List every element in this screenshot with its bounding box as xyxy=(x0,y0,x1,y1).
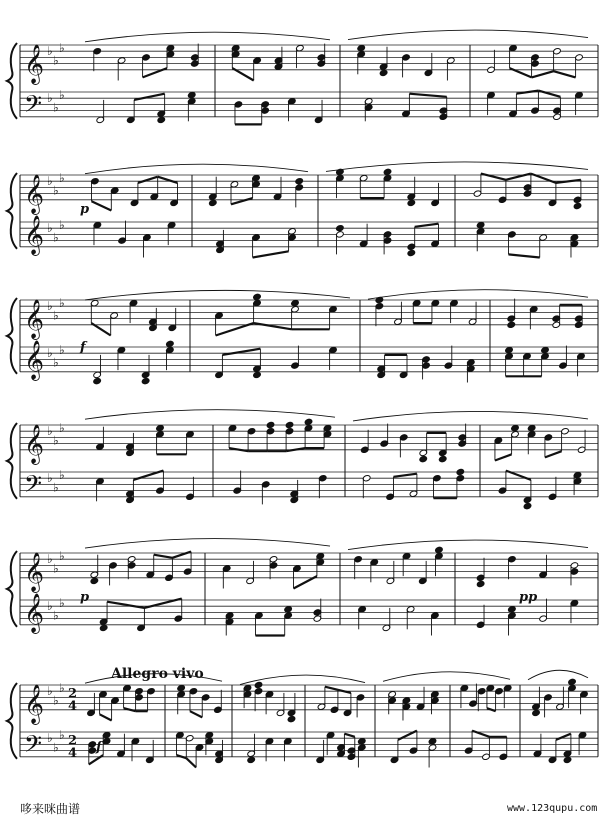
flat-icon: ♭ xyxy=(47,731,53,746)
note-head xyxy=(177,684,186,691)
flat-icon: ♭ xyxy=(59,343,65,358)
flat-icon: ♭ xyxy=(59,421,65,436)
note-beam xyxy=(253,251,289,257)
note-head xyxy=(379,69,388,76)
bass-clef-icon: 𝄢 xyxy=(24,89,43,123)
note-beam xyxy=(158,177,178,183)
note-head xyxy=(383,168,392,175)
note-beam xyxy=(177,755,187,758)
time-signature: 2 xyxy=(68,733,78,749)
system-brace xyxy=(7,173,17,249)
flat-icon: ♭ xyxy=(59,88,65,103)
treble-clef-icon: 𝄞 xyxy=(24,592,45,633)
note-head xyxy=(253,293,262,300)
note-head xyxy=(284,606,293,613)
treble-clef-icon: 𝄞 xyxy=(24,214,45,255)
note-beam xyxy=(556,180,581,183)
note-beam xyxy=(472,731,489,737)
note-beam xyxy=(100,714,112,720)
note-beam xyxy=(481,174,506,180)
note-beam xyxy=(516,91,538,94)
note-head xyxy=(253,371,262,378)
slur xyxy=(383,672,510,682)
dynamic-p-system-2: p xyxy=(80,202,90,217)
note-head xyxy=(407,249,416,256)
note-beam xyxy=(138,177,158,183)
slur xyxy=(85,410,335,420)
flat-icon: ♭ xyxy=(53,480,59,495)
flat-icon: ♭ xyxy=(59,596,65,611)
note-head xyxy=(358,738,367,745)
treble-clef-icon: 𝄞 xyxy=(24,339,45,380)
flat-icon: ♭ xyxy=(53,100,59,115)
flat-icon: ♭ xyxy=(47,599,53,614)
note-beam xyxy=(532,71,554,77)
note-head xyxy=(99,624,108,631)
note-head xyxy=(254,681,263,688)
flat-icon: ♭ xyxy=(59,549,65,564)
note-head xyxy=(304,418,313,425)
dynamic-p-system-5: p xyxy=(80,590,90,605)
bass-clef-icon: 𝄢 xyxy=(24,469,43,503)
dynamic-f-system-6: f xyxy=(96,740,102,755)
note-beam xyxy=(134,94,165,100)
note-beam xyxy=(415,224,439,227)
flat-icon: ♭ xyxy=(47,174,53,189)
note-beam xyxy=(124,708,136,711)
slur xyxy=(528,670,588,680)
note-head xyxy=(541,346,550,353)
note-beam xyxy=(172,552,191,558)
flat-icon: ♭ xyxy=(47,346,53,361)
flat-icon: ♭ xyxy=(53,608,59,623)
footer-url: www.123qupu.com xyxy=(507,803,598,814)
note-head xyxy=(166,340,175,347)
note-head xyxy=(291,299,300,306)
note-head xyxy=(295,178,304,185)
flat-icon: ♭ xyxy=(47,221,53,236)
flat-icon: ♭ xyxy=(53,433,59,448)
note-beam xyxy=(186,758,196,767)
note-beam xyxy=(394,474,417,477)
note-head xyxy=(285,421,294,428)
note-beam xyxy=(545,451,562,457)
slur xyxy=(368,290,588,300)
note-head xyxy=(407,199,416,206)
flat-icon: ♭ xyxy=(59,296,65,311)
system-brace xyxy=(7,43,17,119)
footer-site-name: 哆来咪曲谱 xyxy=(20,802,81,816)
flat-icon: ♭ xyxy=(47,552,53,567)
note-head xyxy=(90,577,99,584)
note-head xyxy=(336,225,345,232)
note-head xyxy=(511,424,520,431)
note-beam xyxy=(554,71,576,77)
treble-clef-icon: 𝄞 xyxy=(24,173,45,214)
flat-icon: ♭ xyxy=(47,471,53,486)
time-signature: 2 xyxy=(68,686,78,702)
time-signature: 4 xyxy=(68,745,78,761)
note-head xyxy=(247,756,256,763)
note-beam xyxy=(254,323,292,329)
flat-icon: ♭ xyxy=(59,681,65,696)
note-beam xyxy=(222,349,260,355)
note-beam xyxy=(92,201,112,210)
tempo-marking: Allegro vivo xyxy=(111,666,204,682)
treble-clef-icon: 𝄞 xyxy=(24,43,45,84)
slur xyxy=(348,30,588,40)
system-brace xyxy=(7,683,17,759)
flat-icon: ♭ xyxy=(59,468,65,483)
note-head xyxy=(357,44,366,51)
note-head xyxy=(507,321,516,328)
slur xyxy=(85,164,308,174)
note-beam xyxy=(338,690,351,693)
note-beam xyxy=(409,94,446,97)
treble-clef-icon: 𝄞 xyxy=(24,423,45,464)
slur xyxy=(353,411,588,421)
note-head xyxy=(435,546,444,553)
note-beam xyxy=(506,174,531,180)
note-head xyxy=(209,199,218,206)
bass-clef-icon: 𝄢 xyxy=(24,729,43,763)
slur xyxy=(348,540,588,550)
flat-icon: ♭ xyxy=(59,218,65,233)
flat-icon: ♭ xyxy=(47,91,53,106)
note-head xyxy=(476,221,485,228)
flat-icon: ♭ xyxy=(47,44,53,59)
slur xyxy=(85,32,330,42)
flat-icon: ♭ xyxy=(53,740,59,755)
slur xyxy=(326,162,588,172)
note-head xyxy=(419,455,428,462)
note-beam xyxy=(325,687,338,690)
system-brace xyxy=(7,551,17,627)
note-head xyxy=(573,202,582,209)
note-beam xyxy=(487,708,496,711)
note-beam xyxy=(154,555,173,558)
slur xyxy=(85,539,330,549)
note-beam xyxy=(229,448,248,451)
note-head xyxy=(141,377,150,384)
treble-clef-icon: 𝄞 xyxy=(24,298,45,339)
dynamic-pp-system-5: pp xyxy=(519,590,538,605)
note-head xyxy=(428,738,437,745)
flat-icon: ♭ xyxy=(59,171,65,186)
note-head xyxy=(563,756,572,763)
flat-icon: ♭ xyxy=(53,355,59,370)
note-head xyxy=(505,346,514,353)
note-head xyxy=(187,91,196,98)
dynamic-f-system-3: f xyxy=(80,340,86,355)
note-beam xyxy=(508,254,539,257)
flat-icon: ♭ xyxy=(47,424,53,439)
flat-icon: ♭ xyxy=(53,183,59,198)
system-brace xyxy=(7,298,17,374)
flat-icon: ♭ xyxy=(59,41,65,56)
note-beam xyxy=(231,198,253,204)
note-head xyxy=(532,709,541,716)
flat-icon: ♭ xyxy=(53,308,59,323)
note-beam xyxy=(344,734,354,737)
slur xyxy=(85,290,350,300)
note-beam xyxy=(538,91,560,97)
flat-icon: ♭ xyxy=(47,299,53,314)
note-head xyxy=(93,377,102,384)
note-head xyxy=(156,424,165,431)
treble-clef-icon: 𝄞 xyxy=(24,551,45,592)
note-head xyxy=(523,502,532,509)
note-head xyxy=(456,468,465,475)
system-brace xyxy=(7,423,17,499)
note-head xyxy=(508,606,517,613)
flat-icon: ♭ xyxy=(53,53,59,68)
flat-icon: ♭ xyxy=(53,693,59,708)
flat-icon: ♭ xyxy=(47,684,53,699)
note-beam xyxy=(286,448,305,451)
note-head xyxy=(287,715,296,722)
note-head xyxy=(527,424,536,431)
note-head xyxy=(157,116,166,123)
flat-icon: ♭ xyxy=(53,230,59,245)
note-head xyxy=(438,455,447,462)
note-head xyxy=(266,421,275,428)
note-beam xyxy=(556,734,571,740)
note-beam xyxy=(190,711,202,717)
note-head xyxy=(568,678,577,685)
flat-icon: ♭ xyxy=(59,728,65,743)
treble-clef-icon: 𝄞 xyxy=(24,683,45,724)
note-beam xyxy=(107,602,144,608)
note-beam xyxy=(495,454,512,460)
flat-icon: ♭ xyxy=(53,561,59,576)
note-head xyxy=(476,580,485,587)
time-signature: 4 xyxy=(68,698,78,714)
